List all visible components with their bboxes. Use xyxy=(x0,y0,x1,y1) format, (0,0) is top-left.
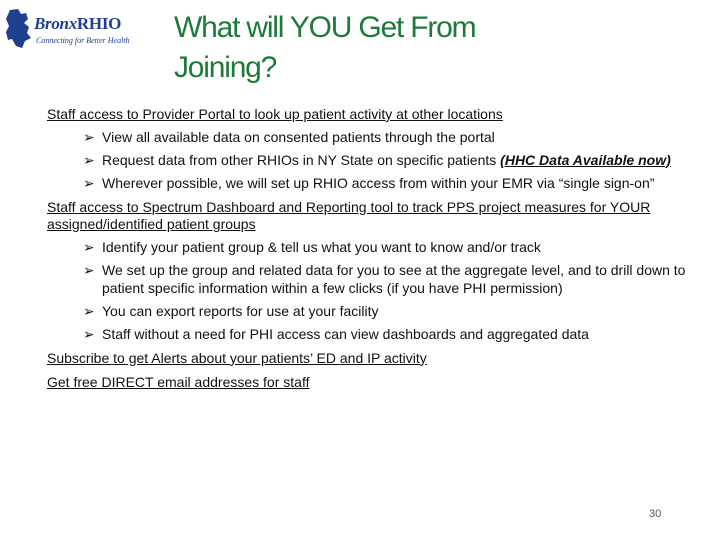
slide-title-line-1: What will YOU Get From xyxy=(174,11,476,44)
arrowhead-bullet-icon: ➢ xyxy=(83,151,95,168)
bronxrhio-logo xyxy=(4,8,130,50)
logo-name-bronx: Bronx xyxy=(34,14,77,33)
list-item xyxy=(47,128,687,146)
bullet-list xyxy=(47,128,687,192)
arrowhead-bullet-icon: ➢ xyxy=(83,128,95,145)
section-alerts xyxy=(47,350,687,368)
arrowhead-bullet-icon: ➢ xyxy=(83,238,95,255)
section-heading: Get free DIRECT email addresses for staff xyxy=(47,374,310,390)
slide-title xyxy=(174,8,594,88)
arrowhead-bullet-icon: ➢ xyxy=(83,325,95,342)
section-provider-portal xyxy=(47,106,687,192)
section-heading: Staff access to Provider Portal to look up patient activity at other locations xyxy=(47,106,503,122)
hhc-data-available-note: (HHC Data Available now) xyxy=(500,151,671,168)
section-direct-email xyxy=(47,374,687,392)
bullet-text: We set up the group and related data for you to see at the aggregate level, and to drill down to patient specific information within a few clicks (if you have PHI permission) xyxy=(102,261,686,296)
page-number: 30 xyxy=(649,508,662,520)
logo-name-rhio: RHIO xyxy=(76,14,122,33)
section-heading: Subscribe to get Alerts about your patients’ ED and IP activity xyxy=(47,349,427,366)
list-item xyxy=(47,261,687,297)
bullet-text: Request data from other RHIOs in NY State on specific patients xyxy=(102,151,497,168)
bullet-text: View all available data on consented patients through the portal xyxy=(102,128,495,145)
bronx-map-icon xyxy=(4,8,34,50)
logo-wordmark xyxy=(34,14,121,34)
list-item xyxy=(47,151,687,169)
arrowhead-bullet-icon: ➢ xyxy=(83,261,95,278)
list-item xyxy=(47,302,687,320)
list-item xyxy=(47,325,687,343)
bullet-text: Staff without a need for PHI access can view dashboards and aggregated data xyxy=(102,325,589,342)
section-heading: Staff access to Spectrum Dashboard and Reporting tool to track PPS project measures for YOUR assigned/identified patient groups xyxy=(47,198,651,232)
slide-content xyxy=(47,106,687,399)
list-item xyxy=(47,174,687,192)
logo-tagline: Connecting for Better Health xyxy=(36,36,130,45)
bullet-text: Identify your patient group & tell us what you want to know and/or track xyxy=(102,238,541,255)
arrowhead-bullet-icon: ➢ xyxy=(83,302,95,319)
bullet-text: You can export reports for use at your facility xyxy=(102,302,379,319)
slide-title-line-2: Joining? xyxy=(174,51,277,84)
bullet-text: Wherever possible, we will set up RHIO access from within your EMR via “single sign-on” xyxy=(102,174,655,191)
arrowhead-bullet-icon: ➢ xyxy=(83,174,95,191)
bullet-list xyxy=(47,238,687,343)
list-item xyxy=(47,238,687,256)
section-spectrum-dashboard xyxy=(47,199,687,343)
